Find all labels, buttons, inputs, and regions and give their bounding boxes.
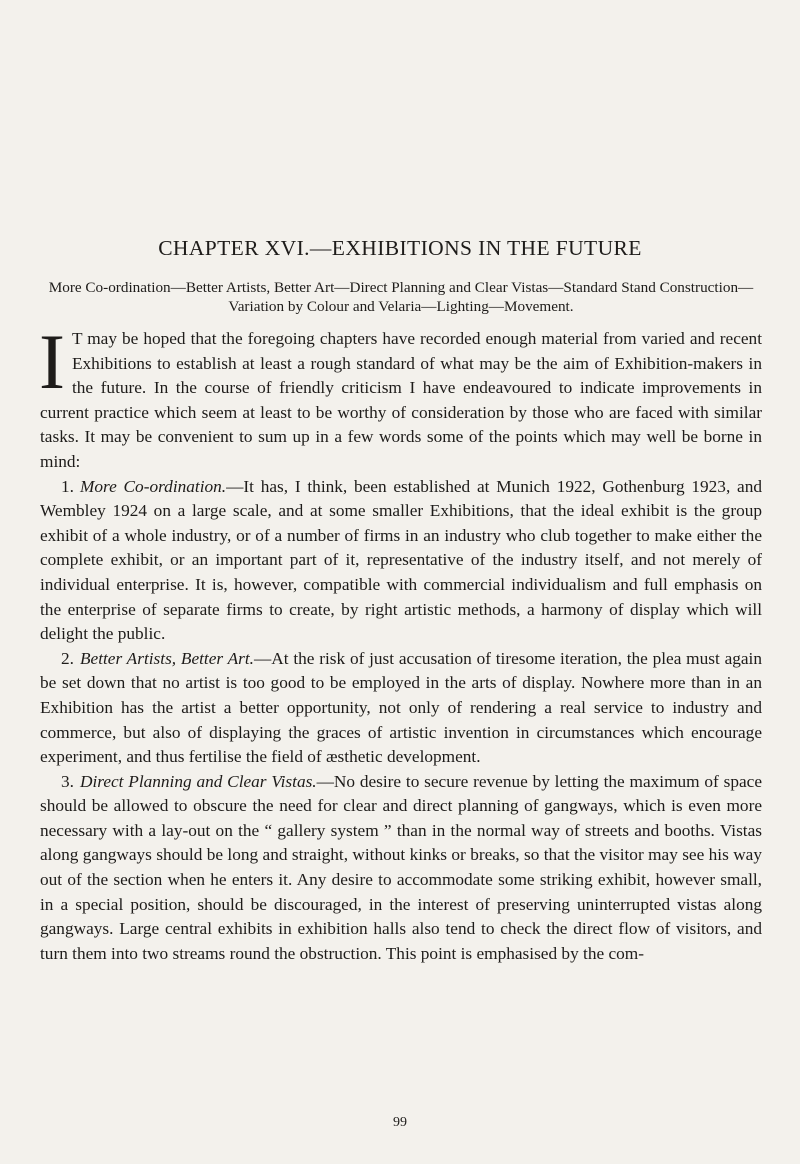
item-heading: More Co-ordination.: [79, 476, 227, 496]
item-number: 3.: [61, 771, 74, 791]
item-text: —No desire to secure revenue by letting the maximum of space should be allowed to obscure the need for clear and direct planning of gangways, which is even more necessary with a lay-out on the “ gallery system ” than in the normal way of streets and booths. Vistas along gangways should be long and straight, without kinks or breaks, so that the visitor may see his way out of the section when he enters it. Any desire to accommodate some striking exhibit, however small, in a special position, should be discouraged, in the interest of preserving uninterrupted vistas along gangways. Large central exhibits in exhibition halls also tend to check the direct flow of visitors, and turn them into two streams round the obstruction. This point is emphasised by the com-: [40, 771, 762, 963]
item-number: 2.: [61, 648, 74, 668]
item-heading: Better Artists, Better Art.: [79, 648, 254, 668]
item-heading: Direct Planning and Clear Vistas.: [79, 771, 317, 791]
list-item: [40, 770, 762, 967]
chapter-synopsis: More Co-ordination—Better Artists, Better Art—Direct Planning and Clear Vistas—Standard Stand Construction—Variation by Colour and Velaria—Lighting—Movement.: [48, 279, 754, 315]
chapter-title: CHAPTER XVI.—EXHIBITIONS IN THE FUTURE: [158, 236, 642, 260]
item-text: —At the risk of just accusation of tiresome iteration, the plea must again be set down that no artist is too good to be employed in the arts of display. Nowhere more than in an Exhibition has the artist a better opportunity, not only of rendering a real service to industry and commerce, but also of displaying the graces of artistic invention in circumstances which encourage experiment, and thus fertilise the field of æsthetic development.: [40, 648, 762, 767]
drop-cap-initial: I: [39, 318, 65, 405]
list-item: [40, 475, 762, 647]
list-item: [40, 647, 762, 770]
item-number: 1.: [61, 476, 74, 496]
chapter-body: [39, 318, 762, 966]
intro-text: T may be hoped that the foregoing chapters have recorded enough material from varied and recent Exhibitions to establish at least a rough standard of what may be the aim of Exhibition-makers in the future. In the course of friendly criticism I have endeavoured to indicate improvements in current practice which seem at least to be worthy of consideration by those who are faced with similar tasks. It may be convenient to sum up in a few words some of the points which may well be borne in mind:: [40, 329, 762, 471]
page-number: 99: [393, 1115, 407, 1130]
intro-paragraph: [39, 318, 762, 475]
item-text: —It has, I think, been established at Munich 1922, Gothenburg 1923, and Wembley 1924 on a large scale, and at some smaller Exhibitions, that the ideal exhibit is the group exhibit of a whole industry, or of a number of firms in an industry who club together to make either the complete exhibit, or an important part of it, representative of the industry itself, and not merely of individual enterprise. It is, however, compatible with commercial individualism and full emphasis on the enterprise of separate firms to create, by right artistic methods, a harmony of display which will delight the public.: [40, 476, 762, 644]
